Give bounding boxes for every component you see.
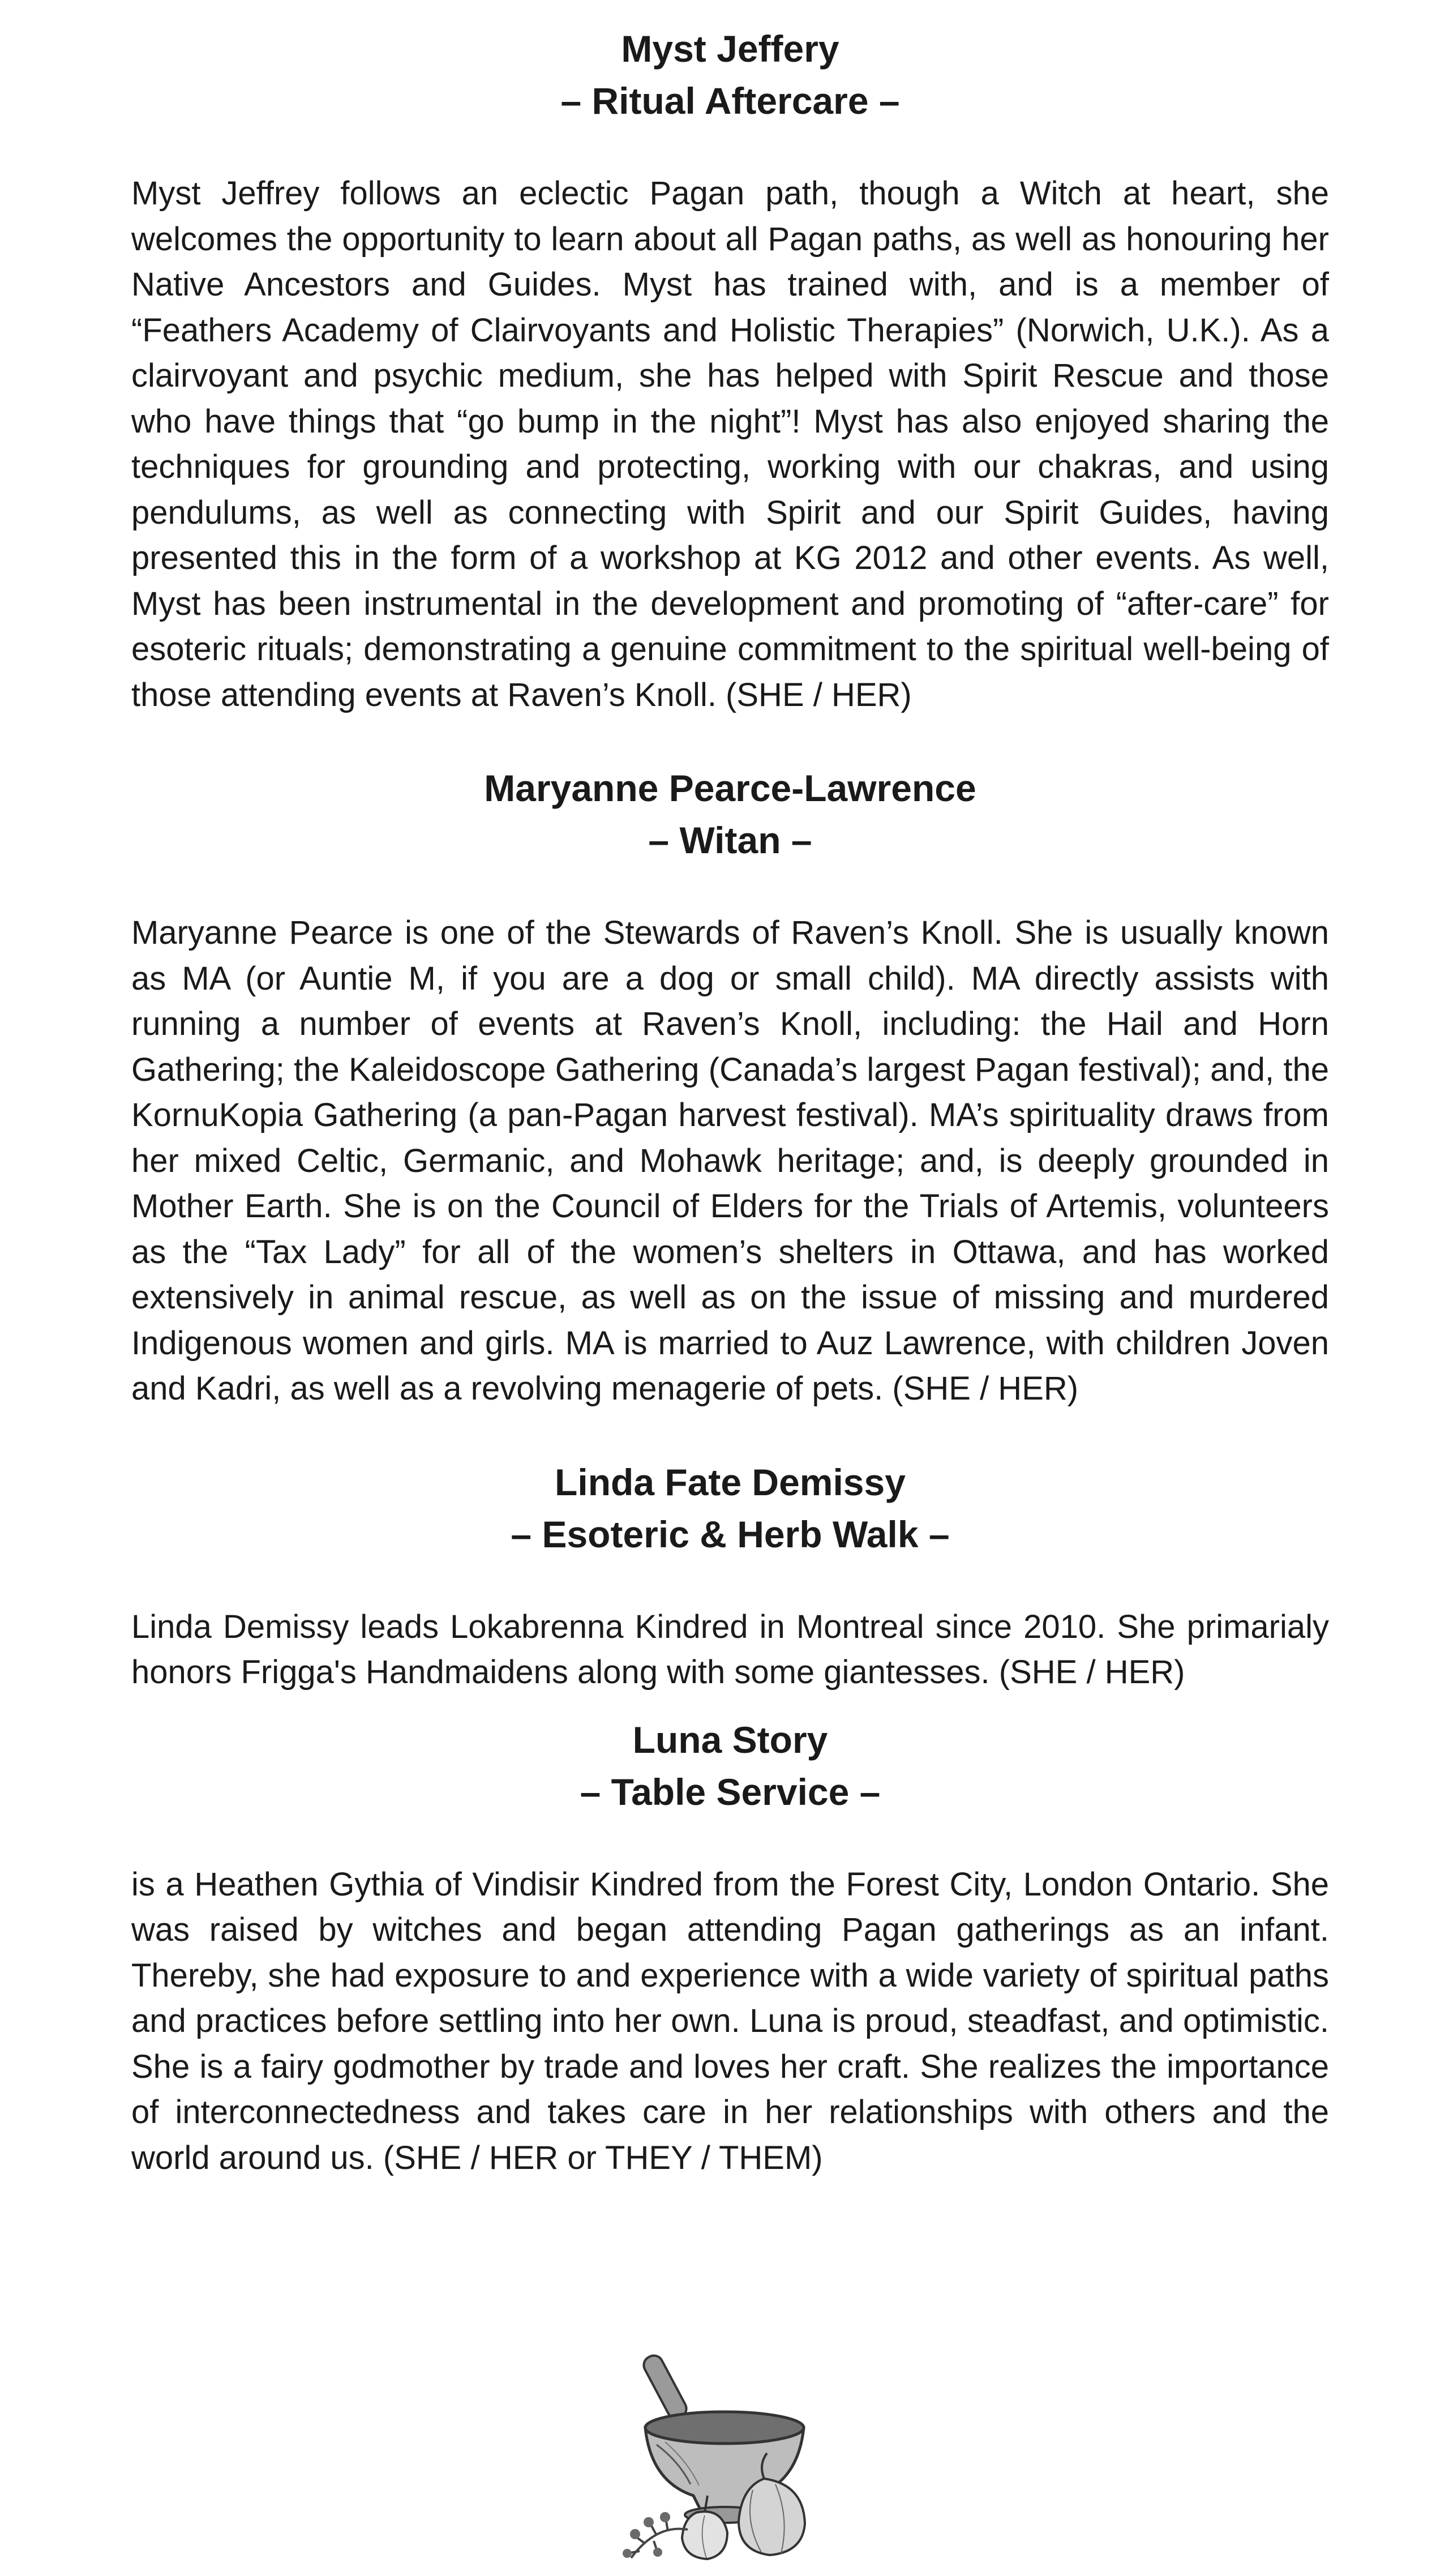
- bio-name: Maryanne Pearce-Lawrence: [484, 767, 976, 809]
- bio-role: – Witan –: [648, 819, 812, 861]
- bio-role: – Ritual Aftercare –: [560, 80, 900, 122]
- mortar-and-pestle-with-herbs-icon: [623, 2343, 826, 2569]
- bio-name: Luna Story: [632, 1718, 828, 1761]
- bio-text: Maryanne Pearce is one of the Stewards of Raven’s Knoll. She is usually known as MA (or Auntie M, if you are a dog or small child). MA directly assists with running a number of events at Raven’s Knoll, including: the Hail and Horn Gathering; the Kaleidoscope Gathering (Canada’s largest Pagan festival); and, the KornuKopia Gathering (a pan-Pagan harvest festival). MA’s spirituality draws from her mixed Celtic, Germanic, and Mohawk heritage; and, is deeply grounded in Mother Earth. She is on the Council of Elders for the Trials of Artemis, volunteers as the “Tax Lady” for all of the women’s shelters in Ottawa, and has worked extensively in animal rescue, as well as on the issue of missing and murdered Indigenous women and girls. MA is married to Auz Lawrence, with children Joven and Kadri, as well as a revolving menagerie of pets. (SHE / HER): [131, 914, 1329, 1407]
- bio-page: [131, 23, 1329, 2181]
- bio-maryanne-pearce-lawrence: [131, 762, 1329, 1412]
- bio-role: – Table Service –: [580, 1770, 881, 1813]
- bio-luna-story: [131, 1714, 1329, 2181]
- bio-role: – Esoteric & Herb Walk –: [511, 1513, 950, 1555]
- bio-name: Myst Jeffery: [621, 28, 839, 70]
- bio-myst-jeffery: [131, 23, 1329, 718]
- bio-text: Linda Demissy leads Lokabrenna Kindred in Montreal since 2010. She primarialy honors Frigga's Handmaidens along with some giantesses. (SHE / HER): [131, 1608, 1329, 1691]
- bio-name: Linda Fate Demissy: [555, 1461, 906, 1503]
- bio-text: Myst Jeffrey follows an eclectic Pagan path, though a Witch at heart, she welcomes the opportunity to learn about all Pagan paths, as well as honouring her Native Ancestors and Guides. Myst has trained with, and is a member of “Feathers Academy of Clairvoyants and Holistic Therapies” (Norwich, U.K.). As a clairvoyant and psychic medium, she has helped with Spirit Rescue and those who have things that “go bump in the night”! Myst has also enjoyed sharing the techniques for grounding and protecting, working with our chakras, and using pendulums, as well as connecting with Spirit and our Spirit Guides, having presented this in the form of a workshop at KG 2012 and other events. As well, Myst has been instrumental in the development and promoting of “after-care” for esoteric rituals; demonstrating a genuine commitment to the spiritual well-being of those attending events at Raven’s Knoll. (SHE / HER): [131, 175, 1329, 713]
- bio-text: is a Heathen Gythia of Vindisir Kindred from the Forest City, London Ontario. She was raised by witches and began attending Pagan gatherings as an infant. Thereby, she had exposure to and experience with a wide variety of spiritual paths and practices before settling into her own. Luna is proud, steadfast, and optimistic. She is a fairy godmother by trade and loves her craft. She realizes the importance of interconnectedness and takes care in her relationships with others and the world around us. (SHE / HER or THEY / THEM): [131, 1865, 1329, 2176]
- bio-linda-fate-demissy: [131, 1456, 1329, 1696]
